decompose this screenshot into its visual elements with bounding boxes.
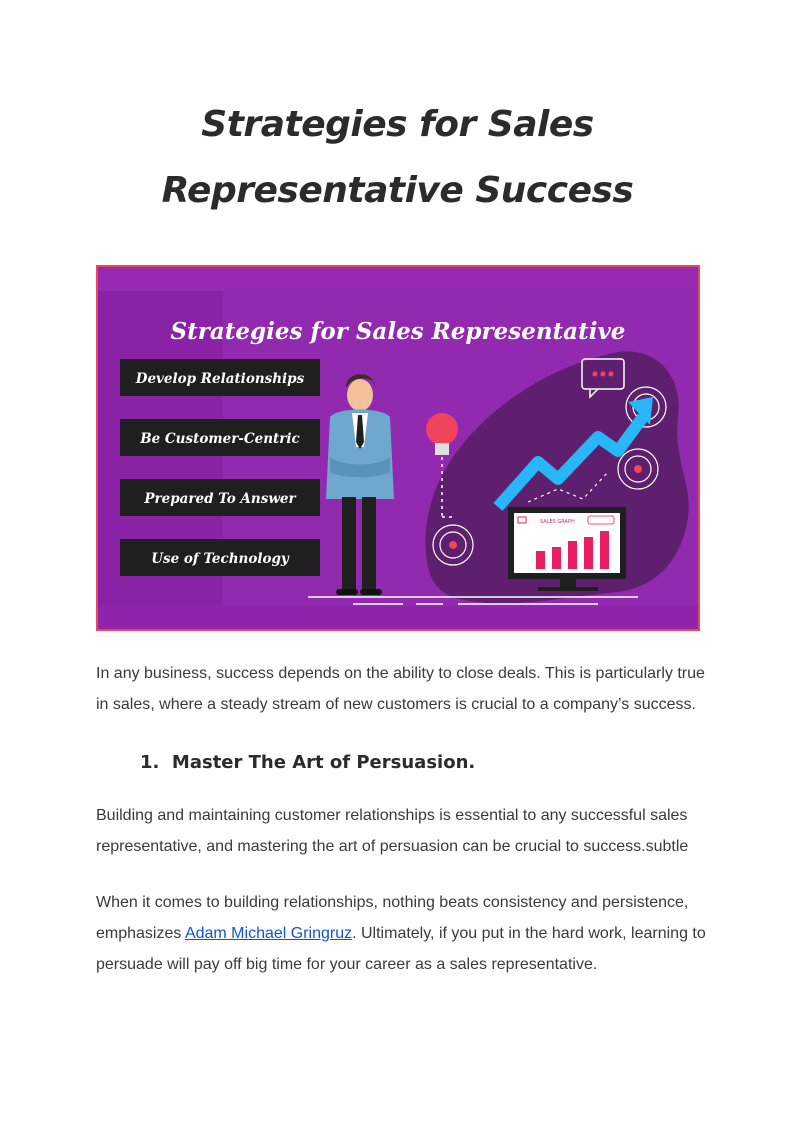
section-paragraph-1: Building and maintaining customer relationships is essential to any successful sales representative, and mastering the art of persuasion can be crucial to success.subtle — [96, 807, 689, 855]
section-paragraph-2 — [96, 887, 706, 980]
intro-paragraph: In any business, success depends on the ability to close deals. This is particularly true in sales, where a steady stream of new customers is crucial to a company’s success. — [96, 665, 705, 713]
paragraph-text: When it comes to building relationships, nothing beats consistency and persistence, emphasizes — [96, 894, 689, 942]
strategy-item-label: Prepared To Answer — [144, 491, 296, 507]
page-title: Strategies for Sales Representative Success — [161, 104, 634, 211]
author-link[interactable]: Adam Michael Gringruz — [184, 925, 353, 942]
chart-bar — [536, 551, 545, 569]
chart-bar — [600, 531, 609, 569]
paragraph-text: . Ultimately, if you put in the hard work, learning to persuade will pay off big time for your career as a sales representative. — [96, 925, 706, 973]
chart-bar — [552, 547, 561, 569]
strategy-item-3 — [120, 479, 320, 516]
banner-heading: Strategies for Sales Representative — [170, 318, 626, 345]
section-heading — [140, 752, 475, 773]
sales-graph-monitor — [508, 507, 626, 591]
strategy-item-label: Be Customer-Centric — [140, 431, 300, 447]
strategy-item-4 — [120, 539, 320, 576]
strategy-item-label: Use of Technology — [151, 551, 289, 567]
chart-bar — [568, 541, 577, 569]
hero-banner — [96, 265, 700, 631]
strategy-item-2 — [120, 419, 320, 456]
banner-illustration — [98, 267, 698, 629]
section-title: Master The Art of Persuasion. — [171, 752, 476, 773]
strategy-item-label: Develop Relationships — [135, 371, 305, 387]
section-number: 1. — [140, 752, 160, 773]
chart-bar — [584, 537, 593, 569]
monitor-label: SALES GRAPH — [540, 519, 575, 525]
strategy-item-1 — [120, 359, 320, 396]
